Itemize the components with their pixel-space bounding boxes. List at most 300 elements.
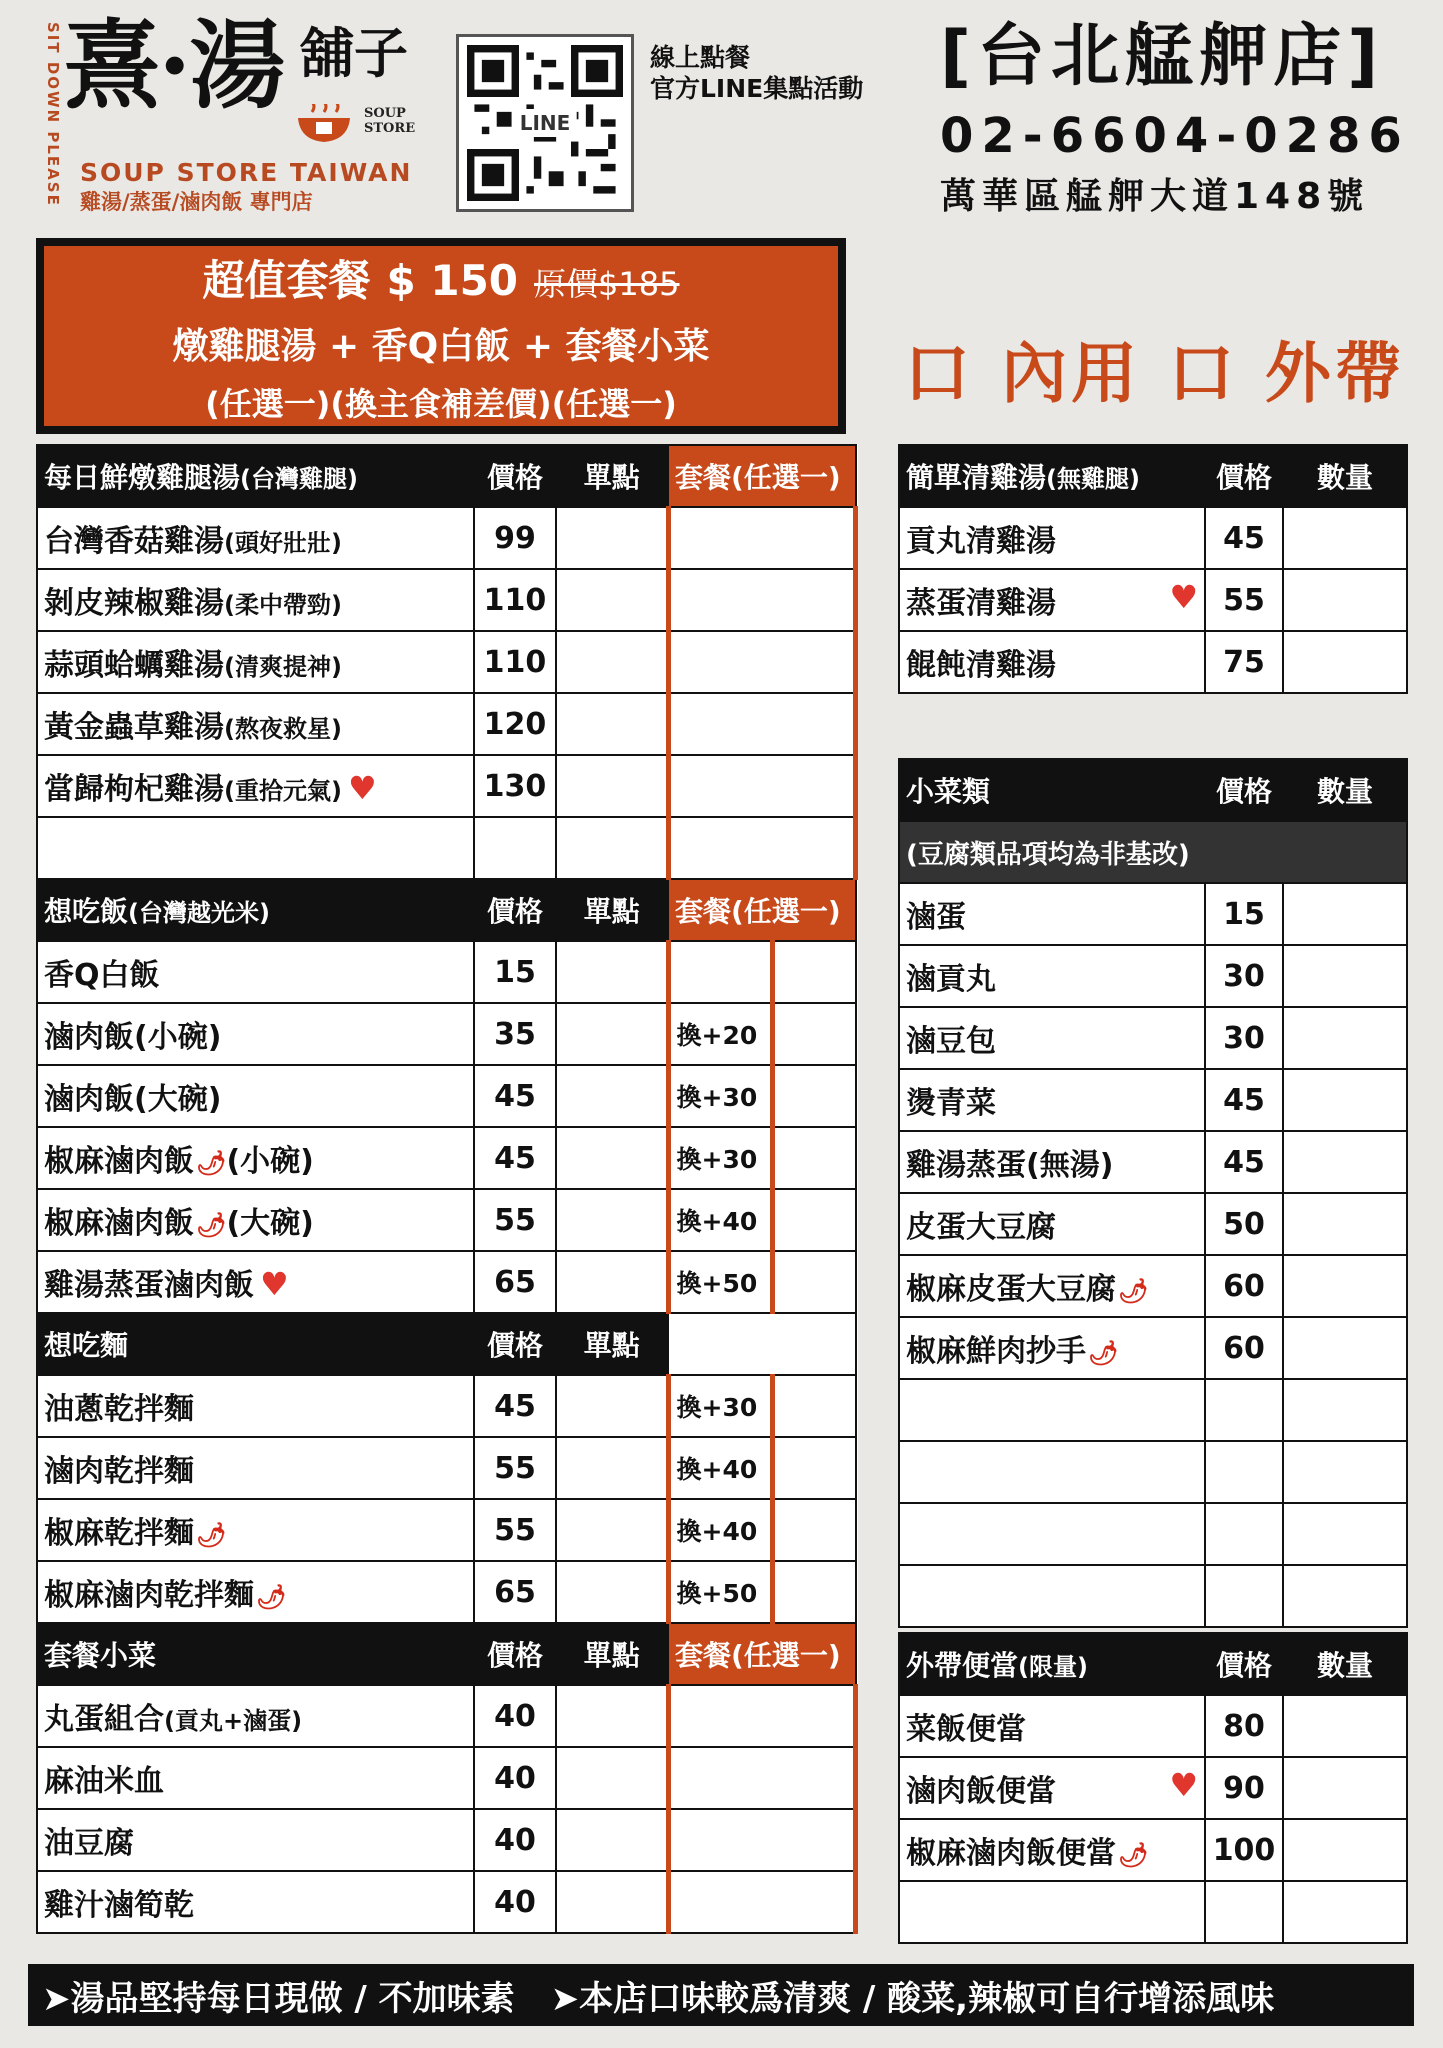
item-name: 油蔥乾拌麵 [44,1392,194,1427]
menu-row [899,883,1407,945]
item-name-cell [37,755,474,817]
menu-row [899,569,1407,631]
item-note: (頭好壯壯) [224,529,342,557]
item-price: 30 [1205,945,1283,1007]
item-name: 香Q白飯 [44,958,160,993]
item-name: 雞汁滷筍乾 [44,1888,194,1923]
menu-row [899,1255,1407,1317]
blank-cell [474,817,555,879]
qty-cell[interactable] [1283,883,1407,945]
item-name: 餛飩清雞湯 [906,648,1056,683]
item-name: 椒麻乾拌麵 [44,1516,194,1551]
item-price: 15 [1205,883,1283,945]
item-name: 滷蛋 [906,900,966,935]
swap-price-cell: 換+30 [668,1375,772,1437]
menu-row [899,1069,1407,1131]
item-name: 椒麻滷肉乾拌麵 [44,1578,254,1613]
item-name-cell [37,1809,474,1871]
item-name-cell [37,1127,474,1189]
combo-header [668,1623,855,1685]
combo-qty-cell[interactable] [668,1871,855,1933]
item-price: 45 [1205,1069,1283,1131]
item-name: 椒麻滷肉飯便當 [906,1836,1116,1871]
swap-price-cell: 換+40 [668,1499,772,1561]
item-price: 110 [474,569,555,631]
combo-qty-cell[interactable] [772,941,855,1003]
blank-row [899,1881,1407,1943]
item-name-cell [899,1317,1205,1379]
single-qty-cell[interactable] [556,1809,668,1871]
item-name: 雞湯蒸蛋(無湯) [906,1148,1114,1183]
item-price: 45 [474,1127,555,1189]
blank-cell [668,817,855,879]
logo-main-text: 熹·湯 [64,9,284,122]
item-name: 椒麻皮蛋大豆腐 [906,1272,1116,1307]
chili-pepper-icon: 🌶 [1088,1339,1119,1367]
item-name: 椒麻鮮肉抄手 [906,1334,1086,1369]
section-note: (台灣越光米) [128,899,270,927]
menu-row [899,1007,1407,1069]
blank-cell [1205,1881,1283,1943]
combo-qty-cell[interactable] [668,569,855,631]
soup-bowl-icon [294,104,354,144]
single-header: 單點 [556,445,668,507]
qty-cell[interactable] [1283,507,1407,569]
menu-row [37,1499,856,1561]
item-name-cell [899,1757,1205,1819]
single-qty-cell[interactable] [556,1003,668,1065]
menu-row [899,507,1407,569]
menu-row [899,1819,1407,1881]
item-name-cell [899,569,1205,631]
menu-row [899,1757,1407,1819]
menu-row [37,1747,856,1809]
qty-cell[interactable] [1283,1131,1407,1193]
price-header: 價格 [1205,759,1283,821]
blank-cell [1205,1379,1283,1441]
single-header: 單點 [556,1623,668,1685]
item-name-cell [37,1375,474,1437]
blank-cell[interactable] [1283,1441,1407,1503]
qty-cell[interactable] [1283,1695,1407,1757]
qty-header: 數量 [1283,1633,1407,1695]
item-name: 麻油米血 [44,1764,164,1799]
swap-price-cell: 換+50 [668,1561,772,1623]
combo-qty-cell[interactable] [668,1685,855,1747]
item-price: 40 [474,1685,555,1747]
combo-qty-cell[interactable] [668,755,855,817]
combo-qty-cell[interactable] [668,507,855,569]
item-price: 40 [474,1871,555,1933]
combo-qty-cell[interactable] [772,1499,855,1561]
item-name-cell [899,1193,1205,1255]
chili-pepper-icon: 🌶 [1118,1841,1149,1869]
section-title [37,879,474,941]
combo-qty-cell[interactable] [772,1003,855,1065]
chili-pepper-icon: 🌶 [256,1583,287,1611]
item-price: 45 [474,1065,555,1127]
item-price: 55 [1205,569,1283,631]
item-name-cell [37,631,474,693]
side-dish-note-row [899,821,1407,883]
combo-header [668,445,855,507]
combo-qty-cell[interactable] [772,1375,855,1437]
item-name-cell [37,693,474,755]
blank-cell[interactable] [1283,1881,1407,1943]
item-name: 貢丸清雞湯 [906,524,1056,559]
combo-qty-cell[interactable] [772,1189,855,1251]
item-size: (小碗) [226,1144,314,1179]
swap-price-cell: 換+40 [668,1437,772,1499]
menu-row [37,941,856,1003]
item-name: 滷豆包 [906,1024,996,1059]
qty-header: 數量 [1283,759,1407,821]
blank-cell [899,1379,1205,1441]
section-note: (限量) [1018,1653,1088,1681]
qty-cell[interactable] [1283,631,1407,693]
blank-row [899,1565,1407,1627]
menu-row [899,945,1407,1007]
item-name-cell [37,569,474,631]
single-qty-cell[interactable] [556,631,668,693]
section-title [37,1623,474,1685]
heart-smile-icon: ♥ [347,769,377,807]
item-name: 黃金蟲草雞湯 [44,710,224,745]
combo-qty-cell[interactable] [772,1561,855,1623]
blank-cell [1205,1565,1283,1627]
qty-cell[interactable] [1283,1317,1407,1379]
online-order-line1: 線上點餐 [650,43,751,72]
item-name: 菜飯便當 [906,1712,1026,1747]
menu-row [37,1685,856,1747]
single-qty-cell[interactable] [556,1251,668,1313]
item-name: 油豆腐 [44,1826,134,1861]
combo-qty-cell[interactable] [772,1127,855,1189]
menu-row [899,1131,1407,1193]
blank-row [899,1503,1407,1565]
logo-small-text: SOUP STORE [364,106,416,136]
section-title [899,445,1205,507]
heart-smile-icon: ♥ [260,1265,289,1303]
item-name: 燙青菜 [906,1086,996,1121]
combo-original-price: 原價$185 [534,264,680,303]
qty-cell[interactable] [1283,945,1407,1007]
qty-cell[interactable] [1283,1757,1407,1819]
item-price: 45 [474,1375,555,1437]
blank-cell[interactable] [1283,1379,1407,1441]
blank-cell[interactable] [1283,1503,1407,1565]
item-name-cell [37,1499,474,1561]
qr-line-label: LINE [514,109,577,137]
blank-cell[interactable] [1283,1565,1407,1627]
combo-header-label: 套餐 [675,1639,732,1672]
single-qty-cell[interactable] [556,1747,668,1809]
section-header-noodle_header [37,1313,856,1375]
swap-price-cell: 換+40 [668,1189,772,1251]
line-qr-code[interactable] [456,34,634,212]
item-price: 99 [474,507,555,569]
chili-pepper-icon: 🌶 [1118,1277,1149,1305]
combo-notes: (任選一)(換主食補差價)(任選一) [205,384,677,423]
online-order-text [650,42,863,104]
heart-smile-icon: ♥ [1169,578,1198,616]
price-header: 價格 [474,1313,555,1375]
blank-cell [37,817,474,879]
menu-row [37,1871,856,1933]
brand-subtitle: 雞湯/蒸蛋/滷肉飯 專門店 [80,190,313,214]
section-name: 小菜類 [906,775,991,808]
item-price: 55 [474,1499,555,1561]
section-header-rice_header [37,879,856,941]
item-price: 40 [474,1747,555,1809]
price-header: 價格 [474,445,555,507]
section-title [37,1313,474,1375]
item-name: 滷貢丸 [906,962,996,997]
item-name-cell [899,507,1205,569]
single-qty-cell[interactable] [556,941,668,1003]
section-name: 每日鮮燉雞腿湯 [44,461,241,494]
blank-cell [899,1503,1205,1565]
item-note: (清爽提神) [224,653,342,681]
qty-cell[interactable] [1283,1069,1407,1131]
item-name-cell [37,1871,474,1933]
item-name-cell [899,1069,1205,1131]
dine-option-checkboxes[interactable]: 口 內用 口 外帶 [904,335,1405,412]
item-name: 雞湯蒸蛋滷肉飯 [44,1268,254,1303]
menu-row [899,1193,1407,1255]
menu-row [37,1065,856,1127]
store-phone: 02-6604-0286 [940,108,1410,164]
price-header: 價格 [474,1623,555,1685]
combo-qty-cell[interactable] [772,1437,855,1499]
qty-cell[interactable] [1283,1819,1407,1881]
blank-cell [899,1881,1205,1943]
item-price: 45 [1205,507,1283,569]
bento-table [898,1632,1408,1944]
blank-cell [668,1313,855,1375]
price-header: 價格 [474,879,555,941]
item-price: 35 [474,1003,555,1065]
combo-header-note: (任選一) [731,461,841,494]
item-name-cell [37,1251,474,1313]
section-name: 套餐小菜 [44,1639,157,1672]
section-title [899,1633,1205,1695]
single-header: 單點 [556,1313,668,1375]
item-price: 65 [474,1561,555,1623]
item-name-cell [37,941,474,1003]
section-note: (無雞腿) [1046,465,1140,493]
section-header-side_header [37,1623,856,1685]
item-note: (柔中帶勁) [224,591,342,619]
menu-row [37,631,856,693]
item-name: 剝皮辣椒雞湯 [44,586,224,621]
single-qty-cell[interactable] [556,1375,668,1437]
item-price: 55 [474,1437,555,1499]
item-price: 80 [1205,1695,1283,1757]
item-price: 75 [1205,631,1283,693]
blank-cell [1205,1441,1283,1503]
item-name-cell [37,1437,474,1499]
item-price: 110 [474,631,555,693]
price-header: 價格 [1205,445,1283,507]
combo-header-label: 套餐 [675,895,732,928]
item-name-cell [899,883,1205,945]
combo-qty-cell[interactable] [668,1809,855,1871]
single-qty-cell[interactable] [556,1685,668,1747]
item-price: 30 [1205,1007,1283,1069]
section-name: 外帶便當 [906,1649,1019,1682]
item-name-cell [899,1007,1205,1069]
sit-down-please-text: SIT DOWN PLEASE [44,22,62,207]
single-qty-cell[interactable] [556,1189,668,1251]
menu-row [37,1251,856,1313]
item-name-cell [899,1255,1205,1317]
single-qty-cell[interactable] [556,1499,668,1561]
menu-row [899,1695,1407,1757]
swap-price-cell: 換+50 [668,1251,772,1313]
footer-note-left: ➤湯品堅持每日現做 / 不加味素 [42,1978,515,2019]
item-name: 丸蛋組合 [44,1702,164,1737]
single-qty-cell[interactable] [556,569,668,631]
section-header-clear_header [899,445,1407,507]
chili-pepper-icon: 🌶 [196,1521,227,1549]
single-qty-cell[interactable] [556,507,668,569]
single-qty-cell[interactable] [556,693,668,755]
clear-soup-table [898,444,1408,694]
blank-row [899,1441,1407,1503]
single-header: 單點 [556,879,668,941]
item-name-cell [37,1561,474,1623]
chili-pepper-icon: 🌶 [196,1149,227,1177]
section-name: 想吃麵 [44,1329,129,1362]
item-name-cell [37,1065,474,1127]
item-price: 120 [474,693,555,755]
combo-header [668,879,855,941]
section-note: (台灣雞腿) [240,465,358,493]
section-name: 簡單清雞湯 [906,461,1047,494]
blank-cell [899,1565,1205,1627]
menu-row [37,755,856,817]
swap-price-cell: 換+30 [668,1065,772,1127]
item-name: 椒麻滷肉飯 [44,1206,194,1241]
qty-cell[interactable] [1283,1193,1407,1255]
combo-banner [36,238,846,434]
item-note: (貢丸+滷蛋) [164,1707,303,1735]
item-name-cell [899,1695,1205,1757]
item-name-cell [37,1747,474,1809]
item-name: 滷肉飯(小碗) [44,1020,222,1055]
combo-items: 燉雞腿湯 + 香Q白飯 + 套餐小菜 [172,325,710,367]
combo-qty-cell[interactable] [668,631,855,693]
item-name-cell [899,631,1205,693]
qty-header: 數量 [1283,445,1407,507]
single-qty-cell[interactable] [556,1561,668,1623]
item-name: 滷肉乾拌麵 [44,1454,194,1489]
item-note: (熬夜救星) [224,715,342,743]
section-header-bento_header [899,1633,1407,1695]
single-qty-cell[interactable] [556,1065,668,1127]
logo-pu-text: 舖子 [300,21,408,85]
qty-cell[interactable] [1283,569,1407,631]
item-price: 130 [474,755,555,817]
item-name: 椒麻滷肉飯 [44,1144,194,1179]
swap-price-cell [668,941,772,1003]
menu-row [899,631,1407,693]
item-name: 當歸枸杞雞湯 [44,772,224,807]
single-qty-cell[interactable] [556,1437,668,1499]
chili-pepper-icon: 🌶 [196,1211,227,1239]
section-title [37,445,474,507]
single-qty-cell[interactable] [556,755,668,817]
section-header-soup_header [37,445,856,507]
single-qty-cell[interactable] [556,1871,668,1933]
item-price: 40 [474,1809,555,1871]
item-note: (重拾元氣) [224,777,342,805]
combo-price: $ 150 [386,255,519,305]
combo-header-note: (任選一) [731,1639,841,1672]
heart-smile-icon: ♥ [1169,1766,1198,1804]
footer-note-right: ➤本店口味較爲清爽 / 酸菜,辣椒可自行增添風味 [550,1978,1275,2019]
item-name-cell [37,507,474,569]
section-header-small_header [899,759,1407,821]
item-price: 45 [1205,1131,1283,1193]
menu-row [37,507,856,569]
qty-cell[interactable] [1283,1255,1407,1317]
blank-row [899,1379,1407,1441]
blank-cell [556,817,668,879]
store-name: [台北艋舺店] [940,17,1385,96]
item-price: 60 [1205,1317,1283,1379]
item-price: 15 [474,941,555,1003]
menu-row [37,1561,856,1623]
menu-row [37,1189,856,1251]
section-title [899,759,1205,821]
menu-row [37,1375,856,1437]
combo-header-label: 套餐 [675,461,732,494]
menu-row [37,1437,856,1499]
item-name-cell [37,1189,474,1251]
price-header: 價格 [1205,1633,1283,1695]
item-name-cell [37,1003,474,1065]
item-price: 90 [1205,1757,1283,1819]
item-name: 蒜頭蛤蠣雞湯 [44,648,224,683]
item-price: 60 [1205,1255,1283,1317]
side-dish-table [898,758,1408,1628]
single-qty-cell[interactable] [556,1127,668,1189]
item-price: 55 [474,1189,555,1251]
blank-cell [1205,1503,1283,1565]
combo-qty-cell[interactable] [772,1251,855,1313]
combo-qty-cell[interactable] [772,1065,855,1127]
combo-qty-cell[interactable] [668,693,855,755]
item-name-cell [899,1131,1205,1193]
menu-row [37,693,856,755]
qty-cell[interactable] [1283,1007,1407,1069]
item-price: 65 [474,1251,555,1313]
side-dish-note: (豆腐類品項均為非基改) [899,821,1407,883]
main-menu-table [36,444,858,1934]
item-price: 100 [1205,1819,1283,1881]
swap-price-cell: 換+20 [668,1003,772,1065]
combo-title: 超值套餐 [202,255,371,305]
item-name: 蒸蛋清雞湯 [906,586,1056,621]
combo-qty-cell[interactable] [668,1747,855,1809]
item-name-cell [899,945,1205,1007]
footer-bar [28,1964,1414,2026]
menu-row [37,1809,856,1871]
blank-cell [899,1441,1205,1503]
combo-header-note: (任選一) [731,895,841,928]
